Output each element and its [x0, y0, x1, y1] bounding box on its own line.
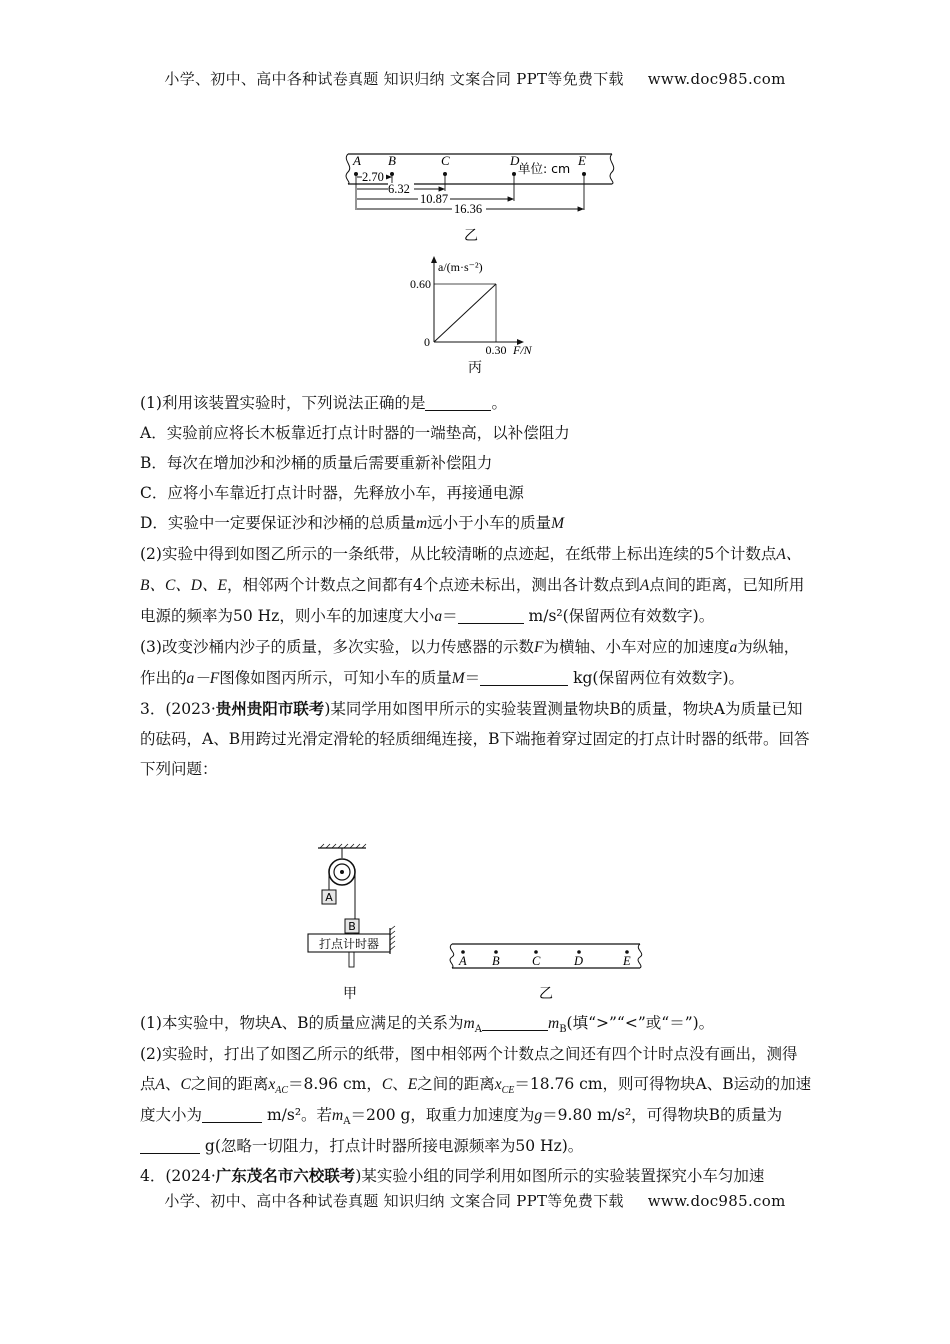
- q3-sub2: (2)实验时，打出了如图乙所示的纸带，图中相邻两个计数点之间还有四个计时点没有画出，测得点A、C之间的距离$x_{AC}=8.96$ cm，C、E之间的距离$x_{CE}=18.76$ cm，则可得物块A、B运动的加速度大小为 m/s²。若$m_A=200$ g，取重力加速度为g＝9.80 m/s²，可得物块B的质量为 g(忽略一切阻力，打点计时器所接电源频率为50 Hz)。: [140, 1045, 812, 1155]
- chart-y-arrow: [431, 256, 437, 263]
- tape-dist-ae: 16.36: [454, 202, 483, 216]
- tape-caption-yi: 乙: [464, 228, 478, 244]
- page-footer: [0, 1190, 950, 1211]
- tape-unit-label: 单位: cm: [518, 161, 571, 176]
- q3-tape-label-a: A: [459, 954, 467, 968]
- q2-sub1: (1)利用该装置实验时，下列说法正确的是 。: [140, 394, 507, 412]
- q3-tape-label-e: E: [623, 954, 631, 968]
- tape-label-a: A: [353, 153, 361, 168]
- answer-blank-q2-3[interactable]: [480, 667, 568, 686]
- q3-stem: 3．(2023·贵州贵阳市联考)某同学用如图甲所示的实验装置测量物块B的质量，物块A为质量已知的砝码，A、B用跨过光滑定滑轮的轻质细绳连接，B下端拖着穿过固定的打点计时器的纸带。回答下列问题：: [140, 699, 810, 778]
- block-a-label: A: [325, 891, 333, 904]
- chart-series-line: [434, 284, 496, 342]
- graph-figure-bing: [400, 254, 560, 378]
- chart-ylabel: a/(m·s⁻²): [438, 260, 483, 274]
- chart-xtick-label: 0.30: [485, 343, 507, 357]
- q3-sub1: (1)本实验中，物块A、B的质量应满足的关系为$m_A$ $m_B$(填“>”“<”或“＝”)。: [140, 1014, 715, 1036]
- page-header: [0, 68, 950, 89]
- chart-ytick-label: 0.60: [410, 277, 431, 291]
- q2-option-c[interactable]: C．应将小车靠近打点计时器，先释放小车，再接通电源: [140, 484, 524, 502]
- graph-caption-bing: 丙: [468, 360, 482, 376]
- q3-tape-label-c: C: [532, 954, 541, 968]
- tape-label-d: D: [510, 153, 520, 168]
- footer-site: www.doc985.com: [647, 1192, 786, 1210]
- footer-text: 小学、初中、高中各种试卷真题 知识归纳 文案合同 PPT等免费下载: [164, 1192, 624, 1210]
- answer-blank-q3-2[interactable]: [202, 1104, 262, 1123]
- q3-tape-label-d: D: [574, 954, 584, 968]
- tape-dist-ab: 2.70: [362, 170, 384, 184]
- tape-label-b: B: [388, 153, 396, 168]
- q3-source: 贵州贵阳市联考: [215, 699, 325, 718]
- tape-figure-q3-yi: [446, 938, 646, 1004]
- answer-blank-q2-2[interactable]: [458, 605, 524, 624]
- apparatus-figure-jia: [300, 842, 410, 1002]
- chart-xlabel: F/N: [513, 343, 532, 357]
- tape-diagram: [340, 148, 620, 248]
- tape-dist-ac: 6.32: [388, 182, 410, 196]
- tape-figure-yi: [340, 148, 620, 248]
- q2-sub2: (2)实验中得到如图乙所示的一条纸带，从比较清晰的点迹起，在纸带上标出连续的5个计数点A、B、C、D、E，相邻两个计数点之间都有4个点迹未标出，测出各计数点到A点间的距离，已知所用电源的频率为50 Hz，则小车的加速度大小a＝ m/s²(保留两位有效数字)。: [140, 545, 805, 625]
- q2-option-d[interactable]: D．实验中一定要保证沙和沙桶的总质量m远小于小车的质量M: [140, 514, 565, 532]
- tape-q3-caption-yi: 乙: [539, 986, 553, 1002]
- block-b-label: B: [348, 920, 356, 933]
- question-2-body: [140, 388, 812, 784]
- tape-label-c: C: [441, 153, 450, 168]
- tape-q3-diagram: [446, 938, 646, 1004]
- q4-stem: 4．(2024·广东茂名市六校联考)某实验小组的同学利用如图所示的实验装置探究小车匀加速: [140, 1166, 765, 1185]
- answer-blank-q3-3[interactable]: [140, 1135, 200, 1154]
- af-chart: [400, 254, 560, 378]
- question-3-body: [140, 1008, 812, 1191]
- q2-option-b[interactable]: B．每次在增加沙和沙桶的质量后需要重新补偿阻力: [140, 454, 493, 472]
- tape-dist-ad: 10.87: [420, 192, 449, 206]
- chart-origin-label: 0: [424, 335, 430, 349]
- q4-source: 广东茂名市六校联考: [215, 1166, 356, 1185]
- tape-label-e: E: [578, 153, 586, 168]
- q3-tape-label-b: B: [492, 954, 500, 968]
- q2-option-a[interactable]: A．实验前应将长木板靠近打点计时器的一端垫高，以补偿阻力: [140, 424, 570, 442]
- header-site: www.doc985.com: [647, 70, 786, 88]
- answer-blank-q3-1[interactable]: [482, 1012, 548, 1031]
- answer-blank-q2-1[interactable]: [425, 392, 491, 411]
- header-text: 小学、初中、高中各种试卷真题 知识归纳 文案合同 PPT等免费下载: [164, 70, 624, 88]
- apparatus-caption-jia: 甲: [343, 986, 357, 1002]
- timer-label: 打点计时器: [318, 937, 380, 951]
- pulley-diagram: [300, 842, 410, 1002]
- q2-sub3: (3)改变沙桶内沙子的质量，多次实验，以力传感器的示数F为横轴、小车对应的加速度a为纵轴，作出的a－F图像如图丙所示，可知小车的质量M＝ kg(保留两位有效数字)。: [140, 638, 800, 687]
